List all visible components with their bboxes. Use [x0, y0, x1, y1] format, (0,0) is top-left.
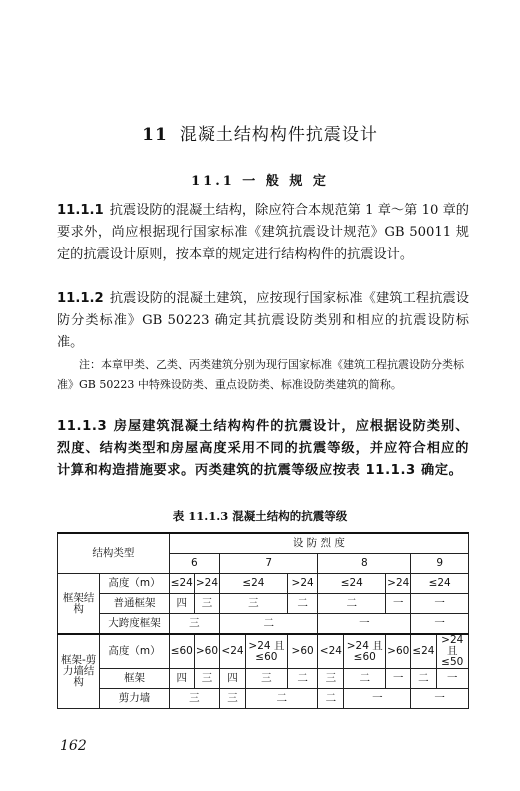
- frame-large-span-row: [58, 614, 469, 635]
- table-cell: 二: [220, 614, 318, 635]
- table-cell: ≤24: [220, 574, 288, 594]
- structure-type-header: 结构类型: [58, 533, 170, 574]
- table-cell: >24 且 ≤60: [245, 634, 287, 669]
- table-cell: 二: [344, 669, 386, 689]
- table-cell: 二: [411, 669, 436, 689]
- intensity-header: 设 防 烈 度: [169, 533, 468, 554]
- frame-structure-label: 框架结构: [58, 574, 100, 635]
- seismic-grade-table: [57, 532, 469, 709]
- table-cell: 一: [411, 594, 469, 614]
- frame-shear-wall-row: [58, 689, 469, 709]
- chapter-title: [0, 120, 520, 145]
- clause-text: 房屋建筑混凝土结构构件的抗震设计，应根据设防类别、烈度、结构类型和房屋高度采用不同的抗震等级，并应符合相应的计算和构造措施要求。丙类建筑的抗震等级应按表 11.1.3 确定。: [57, 419, 469, 478]
- table-cell: >24: [386, 574, 411, 594]
- table-cell: 二: [318, 594, 386, 614]
- table-cell: <24: [220, 634, 246, 669]
- clause-number: 11.1.2: [57, 291, 104, 306]
- normal-frame-label: 普通框架: [100, 594, 169, 614]
- frame-height-label: 高度（m）: [100, 574, 169, 594]
- table-cell: 一: [386, 669, 411, 689]
- note-text: 本章甲类、乙类、丙类建筑分别为现行国家标准《建筑工程抗震设防分类标准》GB 50223 中特殊设防类、重点设防类、标准设防类建筑的简称。: [57, 358, 464, 391]
- degree-8: 8: [318, 554, 411, 574]
- frame-shear-frame-row: [58, 669, 469, 689]
- clause-11-1-1: [57, 200, 469, 266]
- table-cell: 二: [287, 669, 318, 689]
- table-cell: 三: [169, 689, 219, 709]
- table-cell: 一: [436, 669, 469, 689]
- table-cell: 三: [220, 594, 288, 614]
- table-cell: >60: [194, 634, 219, 669]
- table-cell: 二: [318, 689, 344, 709]
- table-cell: 一: [411, 614, 469, 635]
- table-cell: ≤24: [411, 634, 436, 669]
- table-cell: >24: [194, 574, 219, 594]
- table-cell: >24 且 ≤60: [344, 634, 386, 669]
- table-cell: 四: [169, 594, 194, 614]
- table-cell: 一: [318, 614, 411, 635]
- frame-shear-structure-label: 框架-剪力墙结构: [58, 634, 100, 709]
- frame-normal-row: [58, 594, 469, 614]
- table-cell: 三: [318, 669, 344, 689]
- section-title: 11.1 一 般 规 定: [191, 174, 329, 189]
- table-cell: 三: [245, 669, 287, 689]
- table-cell: >24: [287, 574, 318, 594]
- degree-9: 9: [411, 554, 469, 574]
- table-cell: 三: [194, 669, 219, 689]
- note: [57, 355, 469, 395]
- clause-11-1-3: [57, 416, 469, 482]
- clause-number: 11.1.3: [57, 419, 108, 434]
- table-cell: 二: [287, 594, 318, 614]
- table-cell: <24: [318, 634, 344, 669]
- degree-6: 6: [169, 554, 219, 574]
- table-cell: >24 且 ≤50: [436, 634, 469, 669]
- table-caption: 表 11.1.3 混凝土结构的抗震等级: [172, 509, 348, 523]
- table-cell: 三: [194, 594, 219, 614]
- table-cell: 四: [169, 669, 194, 689]
- table-cell: ≤24: [318, 574, 386, 594]
- clause-number: 11.1.1: [57, 203, 104, 218]
- note-label: 注：: [79, 358, 101, 371]
- table-cell: ≤24: [169, 574, 194, 594]
- table-cell: 二: [245, 689, 317, 709]
- frame-shear-height-row: [58, 634, 469, 669]
- table-cell: 三: [169, 614, 219, 635]
- chapter-title-text: 混凝土结构构件抗震设计: [179, 125, 378, 145]
- large-span-frame-label: 大跨度框架: [100, 614, 169, 635]
- table-header-row: [58, 533, 469, 554]
- frame-shear-height-label: 高度（m）: [100, 634, 169, 669]
- table-cell: 一: [411, 689, 469, 709]
- table-cell: ≤60: [169, 634, 194, 669]
- clause-11-1-2: [57, 288, 469, 354]
- degree-7: 7: [220, 554, 318, 574]
- table-cell: >60: [287, 634, 318, 669]
- chapter-number: 11: [142, 125, 168, 145]
- frame-label: 框架: [100, 669, 169, 689]
- clause-text: 抗震设防的混凝土建筑，应按现行国家标准《建筑工程抗震设防分类标准》GB 50223 确定其抗震设防类别和相应的抗震设防标准。: [57, 291, 469, 350]
- clause-text: 抗震设防的混凝土结构，除应符合本规范第 1 章～第 10 章的要求外，尚应根据现行国家标准《建筑抗震设计规范》GB 50011 规定的抗震设计原则，按本章的规定进行结构构件的抗震设计。: [57, 203, 469, 262]
- table-cell: 四: [220, 669, 246, 689]
- table-cell: 一: [386, 594, 411, 614]
- frame-height-row: [58, 574, 469, 594]
- shear-wall-label: 剪力墙: [100, 689, 169, 709]
- table-cell: 三: [220, 689, 246, 709]
- table-cell: 一: [344, 689, 411, 709]
- table-cell: ≤24: [411, 574, 469, 594]
- table-cell: >60: [386, 634, 411, 669]
- page-number: 162: [60, 738, 87, 754]
